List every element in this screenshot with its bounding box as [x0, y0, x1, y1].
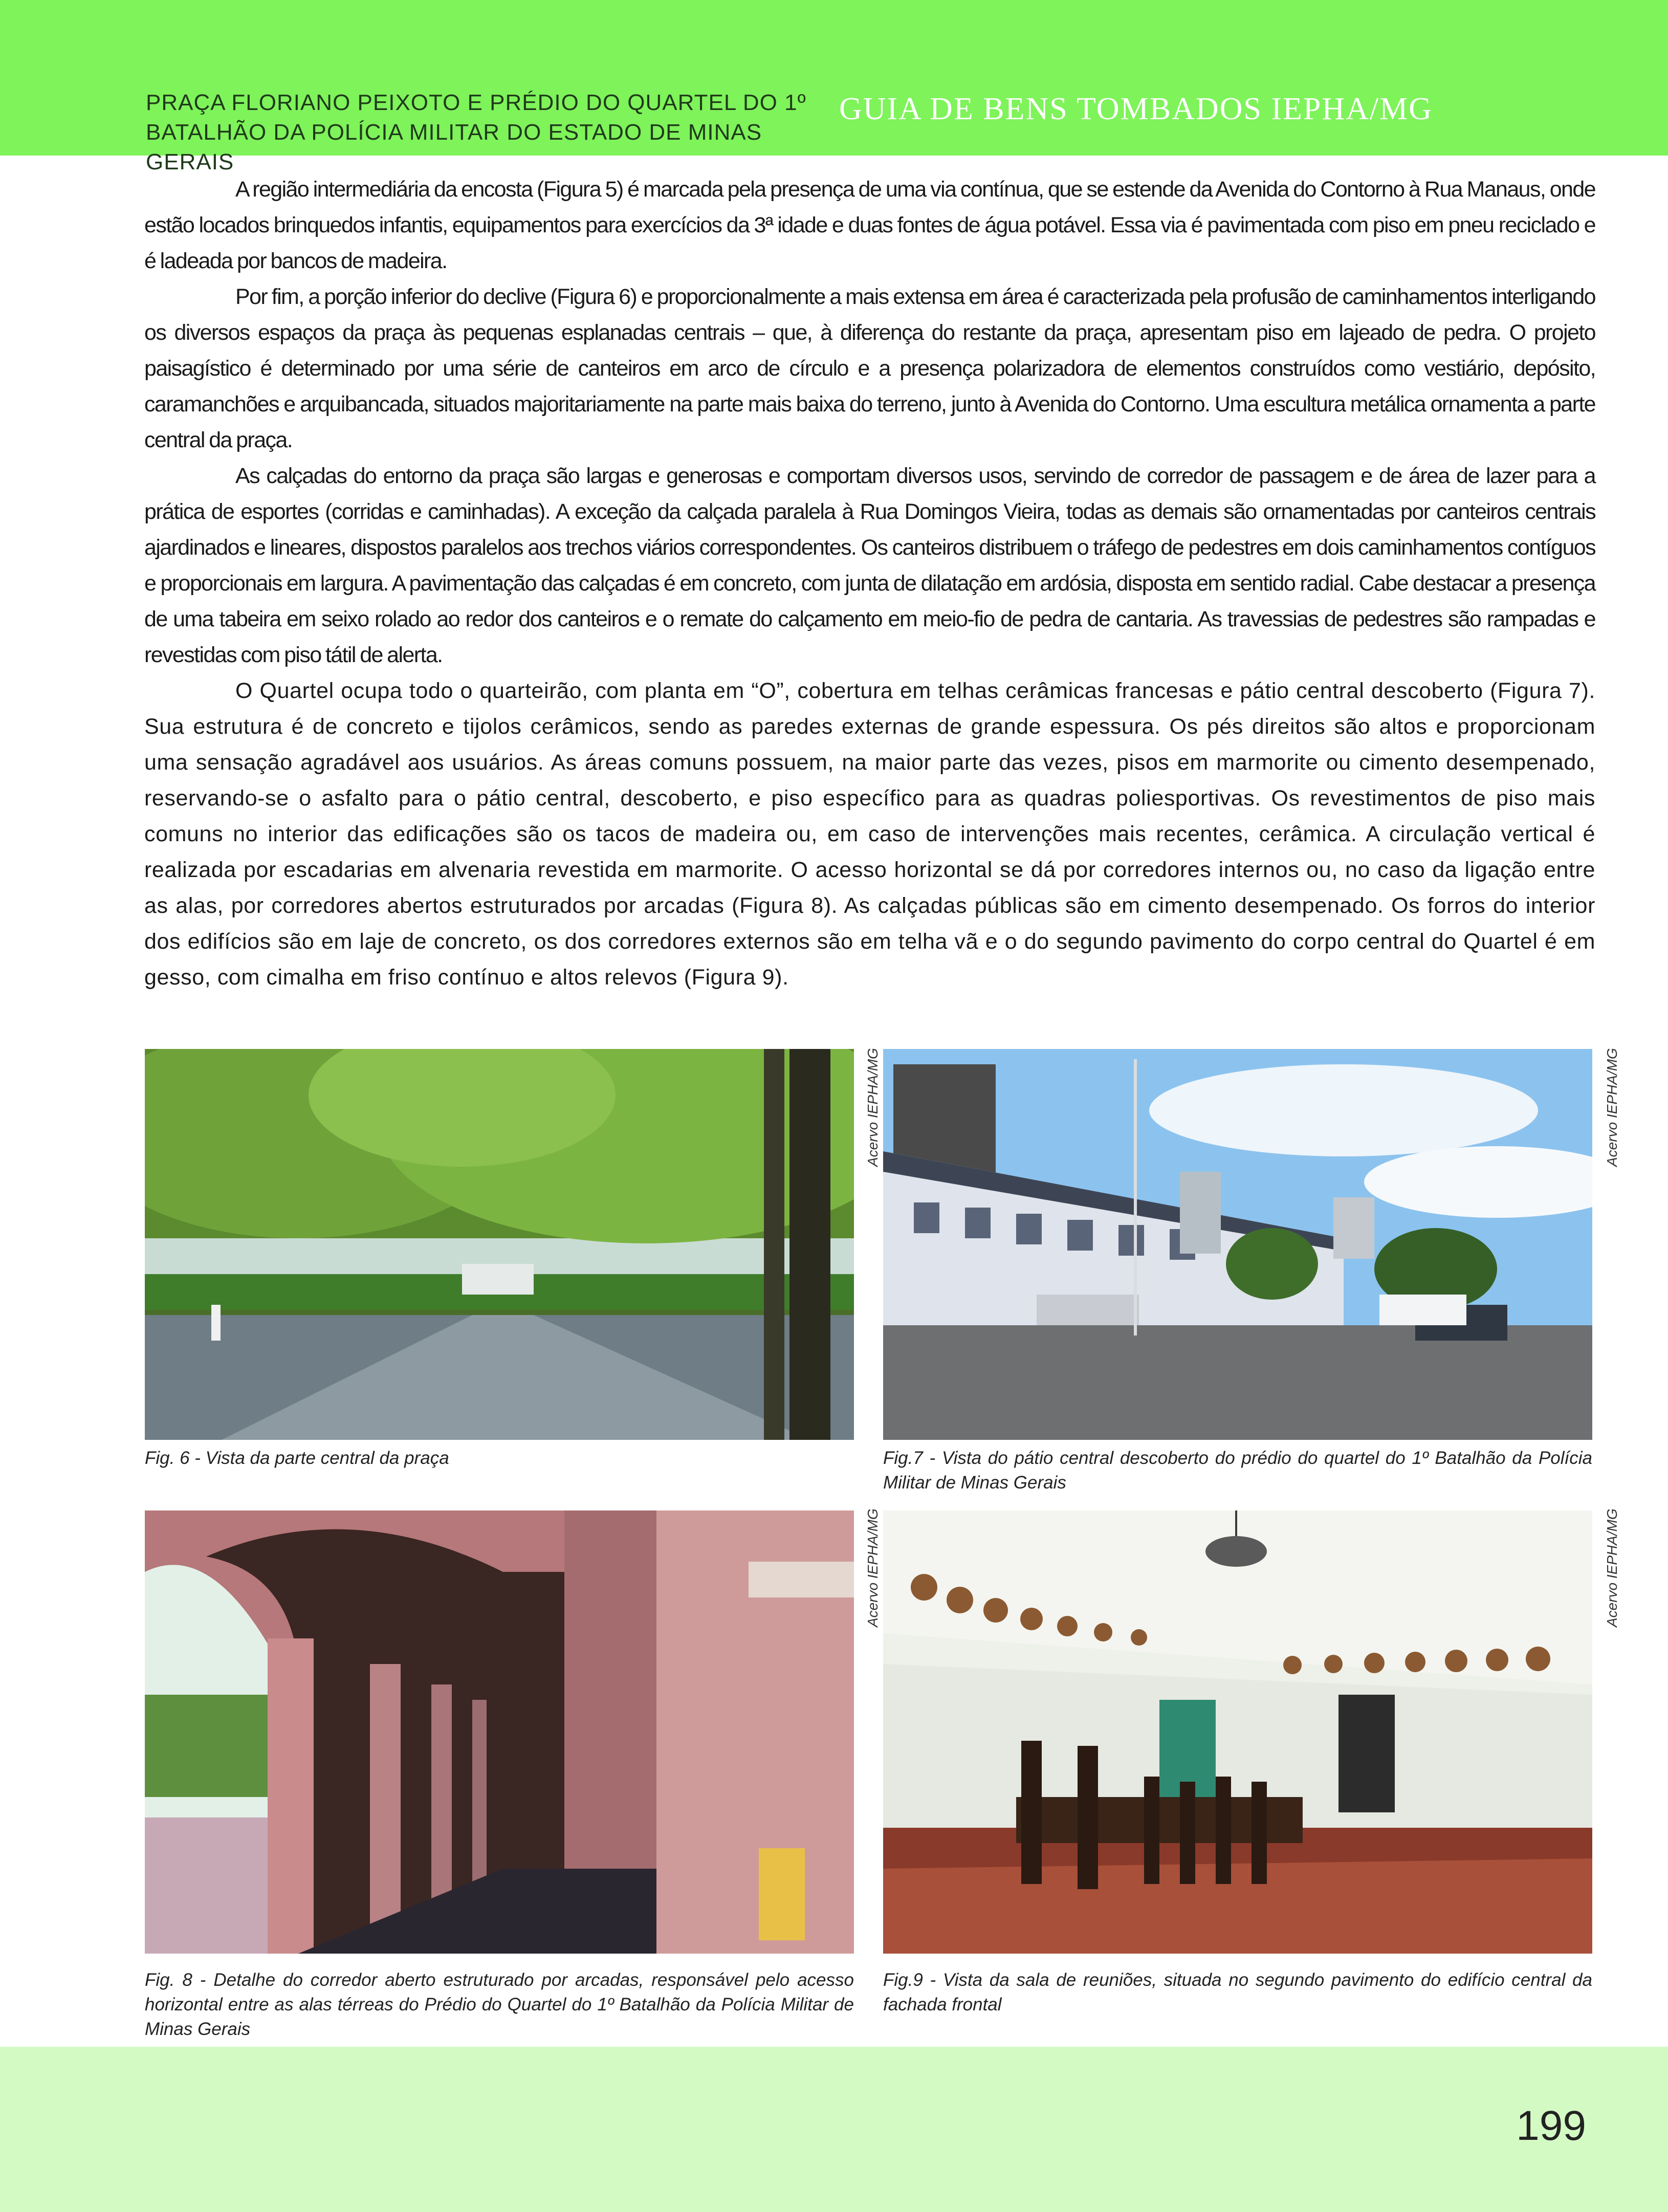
paragraph: A região intermediária da encosta (Figura 5) é marcada pela presença de uma via contínua, que se estende da Avenida do Contorno à Rua Manaus, onde estão locados brinquedos infantis, equipamentos para exercícios da 3ª idade e duas fontes de água potável. Essa via é pavimentada com piso em pneu reciclado e é ladeada por bancos de madeira. — [144, 177, 1595, 273]
body-text — [144, 171, 1595, 995]
figure-9-meeting-room-photo — [883, 1510, 1592, 1954]
photo-credit: Acervo IEPHA/MG — [865, 1508, 881, 1627]
figure-7-courtyard-photo — [883, 1049, 1592, 1440]
figure-7-caption: Fig.7 - Vista do pátio central descoberto do prédio do quartel do 1º Batalhão da Polícia Militar de Minas Gerais — [883, 1448, 1592, 1493]
section-title: PRAÇA FLORIANO PEIXOTO E PRÉDIO DO QUARTEL DO 1º BATALHÃO DA POLÍCIA MILITAR DO ESTADO DE MINAS GERAIS — [146, 90, 806, 174]
figure-8-arcade-photo — [145, 1510, 854, 1954]
page-number: 199 — [1516, 2103, 1586, 2149]
photo-credit: Acervo IEPHA/MG — [865, 1048, 881, 1167]
figure-6-park-photo — [145, 1049, 854, 1440]
paragraph: As calçadas do entorno da praça são largas e generosas e comportam diversos usos, servindo de corredor de passagem e de área de lazer para a prática de esportes (corridas e caminhadas). A exceção da calçada paralela à Rua Domingos Vieira, todas as demais são ornamentadas por canteiros centrais ajardinados e lineares, dispostos paralelos aos trechos viários correspondentes. Os canteiros distribuem o tráfego de pedestres em dois caminhamentos contíguos e proporcionais em largura. A pavimentação das calçadas é em concreto, com junta de dilatação em ardósia, disposta em sentido radial. Cabe destacar a presença de uma tabeira em seixo rolado ao redor dos canteiros e o remate do calçamento em meio-fio de pedra de cantaria. As travessias de pedestres são rampadas e revestidas com piso tátil de alerta. — [144, 464, 1595, 667]
page-footer — [0, 2047, 1668, 2212]
figure-6-caption: Fig. 6 - Vista da parte central da praça — [145, 1448, 449, 1468]
guide-title: GUIA DE BENS TOMBADOS IEPHA/MG — [839, 92, 1433, 126]
figure-9-caption: Fig.9 - Vista da sala de reuniões, situada no segundo pavimento do edifício central da fachada frontal — [883, 1970, 1592, 2014]
page-header — [0, 0, 1668, 174]
figure-8-caption: Fig. 8 - Detalhe do corredor aberto estruturado por arcadas, responsável pelo acesso horizontal entre as alas térreas do Prédio do Quartel do 1º Batalhão da Polícia Militar de Minas Gerais — [145, 1970, 854, 2039]
photo-credit: Acervo IEPHA/MG — [1604, 1508, 1620, 1627]
photo-credit: Acervo IEPHA/MG — [1604, 1048, 1620, 1167]
paragraph: O Quartel ocupa todo o quarteirão, com planta em “O”, cobertura em telhas cerâmicas francesas e pátio central descoberto (Figura 7). Sua estrutura é de concreto e tijolos cerâmicos, sendo as paredes externas de grande espessura. Os pés direitos são altos e proporcionam uma sensação agradável aos usuários. As áreas comuns possuem, na maior parte das vezes, pisos em marmorite ou cimento desempenado, reservando-se o asfalto para o pátio central, descoberto, e piso específico para as quadras poliesportivas. Os revestimentos de piso mais comuns no interior das edificações são os tacos de madeira ou, em caso de intervenções mais recentes, cerâmica. A circulação vertical é realizada por escadarias em alvenaria revestida em marmorite. O acesso horizontal se dá por corredores internos ou, no caso da ligação entre as alas, por corredores abertos estruturados por arcadas (Figura 8). As calçadas públicas são em cimento desempenado. Os forros do interior dos edifícios são em laje de concreto, os dos corredores externos são em telha vã e o do segundo pavimento do corpo central do Quartel é em gesso, com cimalha em friso contínuo e altos relevos (Figura 9). — [144, 678, 1595, 990]
paragraph: Por fim, a porção inferior do declive (Figura 6) e proporcionalmente a mais extensa em área é caracterizada pela profusão de caminhamentos interligando os diversos espaços da praça às pequenas esplanadas centrais – que, à diferença do restante da praça, apresentam piso em lajeado de pedra. O projeto paisagístico é determinado por uma série de canteiros em arco de círculo e a presença polarizadora de elementos construídos como vestiário, depósito, caramanchões e arquibancada, situados majoritariamente na parte mais baixa do terreno, junto à Avenida do Contorno. Uma escultura metálica ornamenta a parte central da praça. — [144, 284, 1595, 452]
